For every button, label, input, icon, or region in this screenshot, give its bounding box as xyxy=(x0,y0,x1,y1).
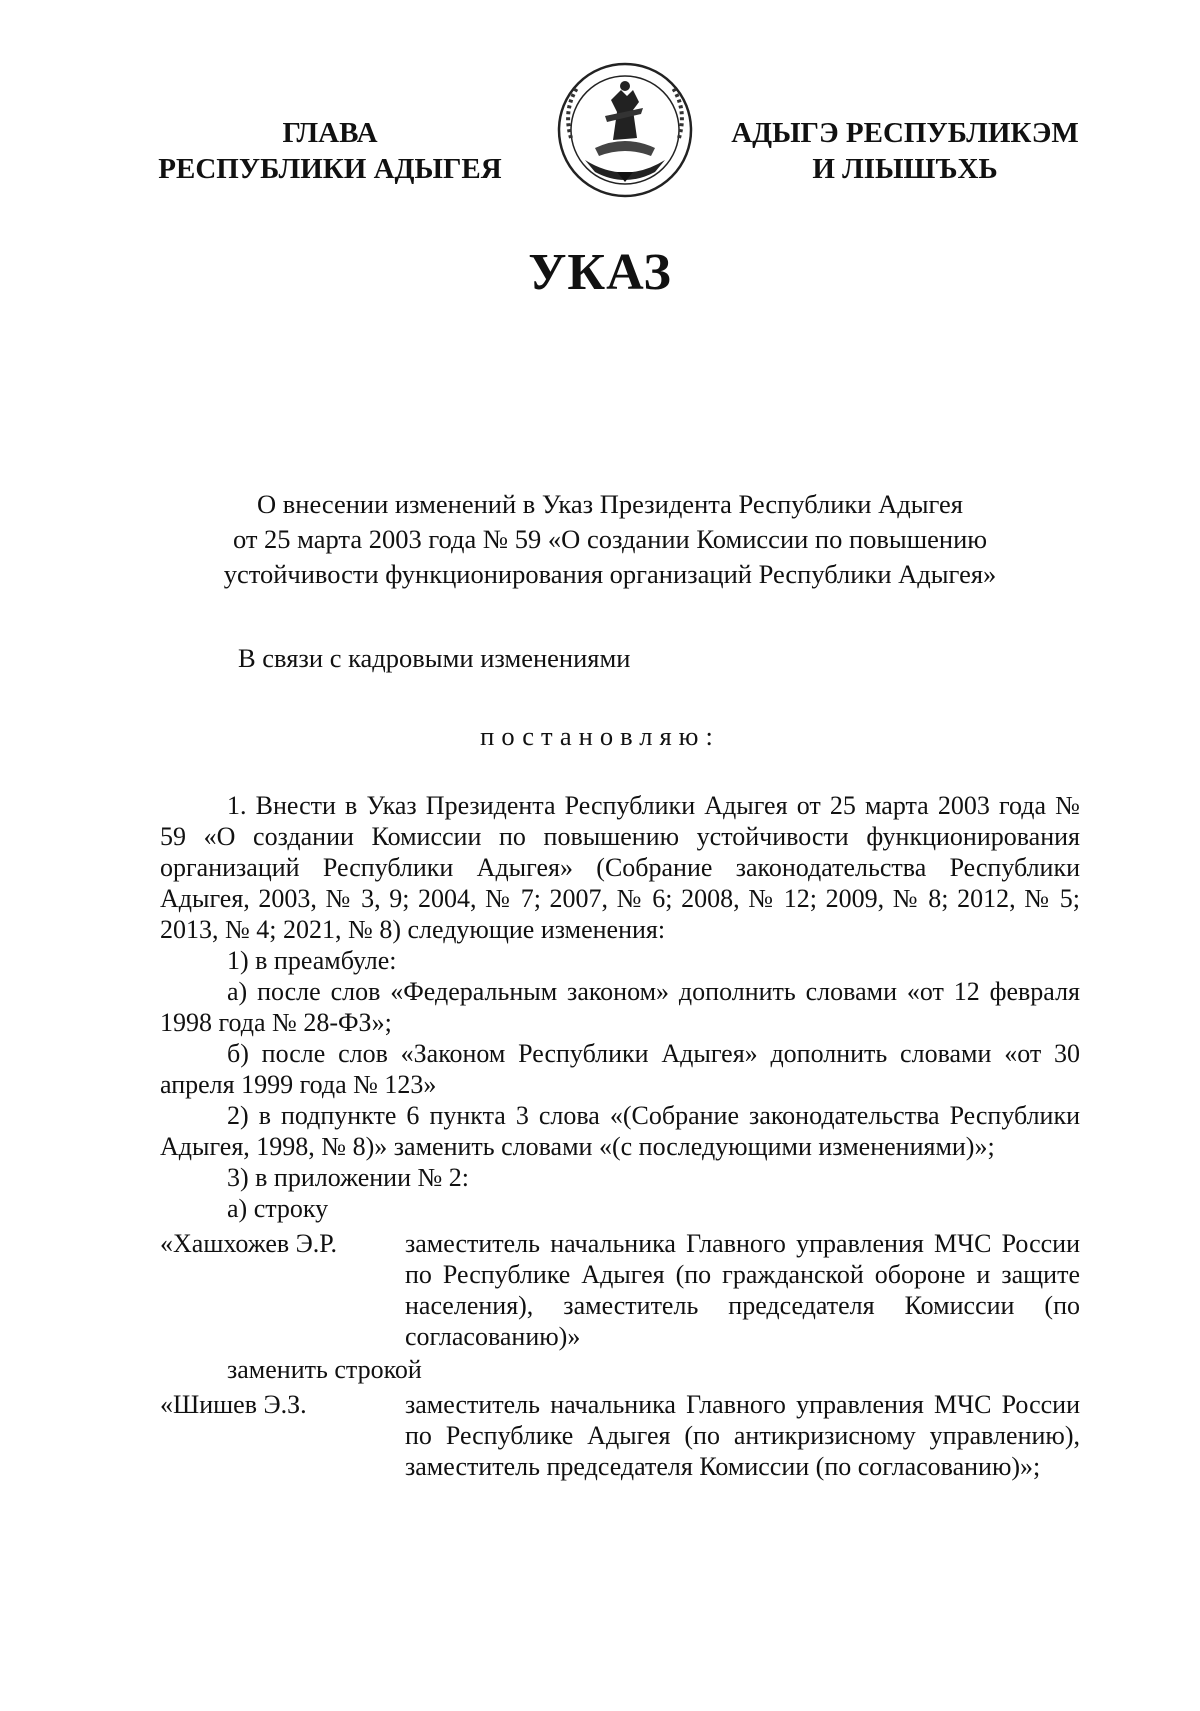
new-person-name: «Шишев Э.З. xyxy=(160,1390,307,1419)
document-subject xyxy=(180,487,1040,592)
subject-line-1: О внесении изменений в Указ Президента Республики Адыгея xyxy=(256,489,963,519)
subitem-1b: б) после слов «Законом Республики Адыгея» дополнить словами «от 30 апреля 1999 года № 123» xyxy=(160,1039,1080,1099)
header-right-line-1: АДЫГЭ РЕСПУБЛИКЭМ xyxy=(731,117,1079,149)
subitem-1a: а) после слов «Федеральным законом» дополнить словами «от 12 февраля 1998 года № 28-ФЗ»; xyxy=(160,977,1080,1037)
header-left xyxy=(150,115,510,187)
old-line xyxy=(160,1228,1080,1352)
header-left-line-2: РЕСПУБЛИКИ АДЫГЕЯ xyxy=(158,153,502,185)
subitem-3: 3) в приложении № 2: xyxy=(227,1163,470,1192)
replace-phrase: заменить строкой xyxy=(227,1355,422,1384)
subject-line-2: от 25 марта 2003 года № 59 «О создании Комиссии по повышению xyxy=(232,524,988,554)
subitem-3a: а) строку xyxy=(227,1194,329,1223)
old-person-role: заместитель начальника Главного управления МЧС России по Республике Адыгея (по гражданской обороне и защите населения), заместитель председателя Комиссии (по согласованию)» xyxy=(405,1229,1080,1351)
document-title: УКАЗ xyxy=(528,244,672,301)
subitem-1: 1) в преамбуле: xyxy=(227,946,397,975)
decree-word: постановляю: xyxy=(480,721,720,751)
document-body xyxy=(160,790,1080,1484)
new-person-role: заместитель начальника Главного управления МЧС России по Республике Адыгея (по антикризисному управлению), заместитель председателя Комиссии (по согласованию)»; xyxy=(405,1390,1080,1481)
item-1: 1. Внести в Указ Президента Республики Адыгея от 25 марта 2003 года № 59 «О создании Комиссии по повышению устойчивости функционирования организаций Республики Адыгея» (Собрание законодательства Республики Адыгея, 2003, № 3, 9; 2004, № 7; 2007, № 6; 2008, № 12; 2009, № 8; 2012, № 5; 2013, № 4; 2021, № 8) следующие изменения: xyxy=(160,791,1080,944)
old-person-name: «Хашхожев Э.Р. xyxy=(160,1229,338,1258)
subitem-2: 2) в подпункте 6 пункта 3 слова «(Собрание законодательства Республики Адыгея, 1998, № 8)» заменить словами «(с последующими изменениями)»; xyxy=(160,1101,1080,1161)
new-line xyxy=(160,1389,1080,1482)
header-left-line-1: ГЛАВА xyxy=(282,117,378,149)
header-right-line-2: И ЛІЫШЪХЬ xyxy=(812,153,998,185)
preamble: В связи с кадровыми изменениями xyxy=(238,643,631,673)
coat-of-arms-icon xyxy=(555,60,695,200)
subject-line-3: устойчивости функционирования организаций Республики Адыгея» xyxy=(223,559,997,589)
header-right xyxy=(710,115,1100,187)
